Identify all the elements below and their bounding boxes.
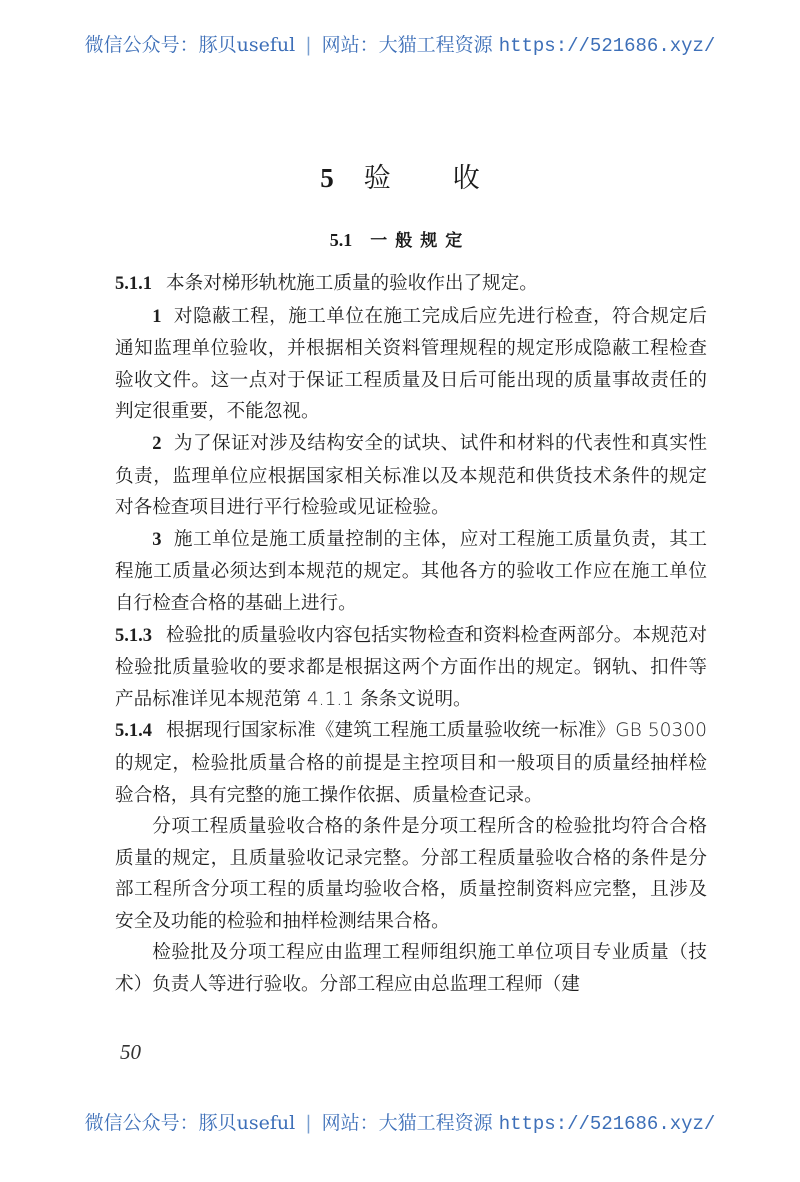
paragraph-subitem-acceptance: 分项工程质量验收合格的条件是分项工程所含的检验批均符合合格质量的规定，且质量验收记录完整。分部工程质量验收合格的条件是分部工程所含分项工程的质量均验收合格，质量控制资料应完整，且涉及安全及功能的检验和抽样检测结果合格。	[115, 816, 707, 932]
paragraph-organization: 检验批及分项工程应由监理工程师组织施工单位项目专业质量（技术）负责人等进行验收。分部工程应由总监理工程师（建	[115, 942, 707, 996]
section-number: 5.1	[329, 230, 353, 250]
watermark-url[interactable]: https://521686.xyz/	[498, 35, 716, 57]
watermark-wechat: 微信公众号：豚贝useful	[84, 34, 296, 56]
watermark-separator: |	[305, 34, 312, 56]
page-number: 50	[120, 1040, 141, 1064]
watermark-top	[0, 30, 800, 57]
clause-number: 5.1.1	[115, 274, 152, 294]
item-number: 2	[152, 433, 162, 454]
item-1	[115, 301, 707, 428]
item-text: 为了保证对涉及结构安全的试块、试件和材料的代表性和真实性负责，监理单位应根据国家相关标准以及本规范和供货技术条件的规定对各检查项目进行平行检验或见证检验。	[115, 432, 707, 519]
clause-5-1-4	[115, 715, 707, 811]
chapter-number: 5	[320, 163, 334, 193]
clause-number: 5.1.4	[115, 721, 152, 742]
body-text	[115, 268, 707, 1001]
watermark-bottom	[0, 1108, 800, 1135]
clause-5-1-1	[115, 268, 707, 301]
clause-text: 根据现行国家标准《建筑工程施工质量验收统一标准》GB 50300 的规定，检验批质量合格的前提是主控项目和一般项目的质量经抽样检验合格，具有完整的施工操作依据、质量检查记录。	[115, 720, 707, 806]
clause-text: 检验批的质量验收内容包括实物检查和资料检查两部分。本规范对检验批质量验收的要求都是根据这两个方面作出的规定。钢轨、扣件等产品标准详见本规范第 4.1.1 条条文说明。	[115, 624, 707, 710]
section-heading: 一般规定	[370, 231, 471, 251]
item-number: 3	[152, 529, 162, 550]
clause-text: 本条对梯形轨枕施工质量的验收作出了规定。	[166, 273, 538, 294]
item-text: 对隐蔽工程，施工单位在施工完成后应先进行检查，符合规定后通知监理单位验收，并根据相关资料管理规程的规定形成隐蔽工程检查验收文件。这一点对于保证工程质量及日后可能出现的质量事故责任的判定很重要，不能忽视。	[115, 305, 707, 423]
clause-5-1-3	[115, 620, 707, 716]
watermark-wechat: 微信公众号：豚贝useful	[84, 1112, 296, 1134]
chapter-title	[0, 156, 800, 195]
watermark-site: 网站：大猫工程资源	[321, 34, 493, 56]
watermark-separator: |	[305, 1112, 312, 1134]
item-text: 施工单位是施工质量控制的主体，应对工程施工质量负责，其工程施工质量必须达到本规范的规定。其他各方的验收工作应在施工单位自行检查合格的基础上进行。	[115, 528, 707, 614]
watermark-url[interactable]: https://521686.xyz/	[498, 1113, 716, 1135]
watermark-site: 网站：大猫工程资源	[321, 1112, 493, 1134]
item-2	[115, 428, 707, 524]
clause-number: 5.1.3	[115, 625, 152, 646]
section-title	[0, 226, 800, 251]
chapter-title-char1: 验	[363, 163, 391, 194]
item-number: 1	[152, 306, 162, 327]
item-3	[115, 524, 707, 620]
chapter-title-char2: 收	[452, 163, 480, 194]
